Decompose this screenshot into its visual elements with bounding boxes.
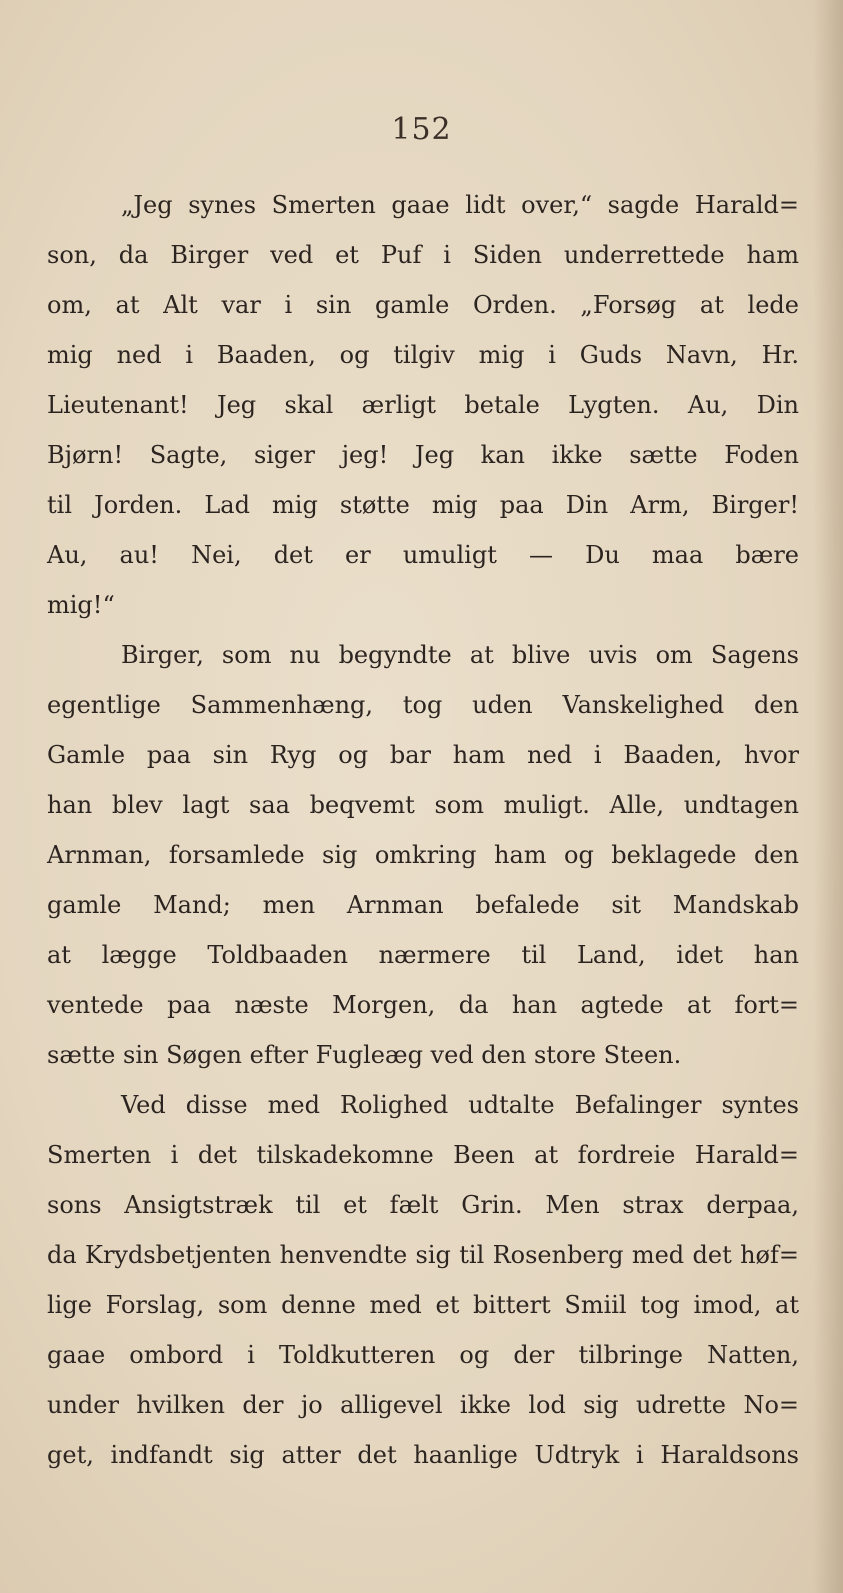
text-line: Smerten i det tilskadekomne Been at fordreie Harald= <box>47 1141 799 1169</box>
text-line: mig ned i Baaden, og tilgiv mig i Guds Navn, Hr. <box>47 341 799 369</box>
page-edge-shadow <box>813 0 843 1593</box>
text-line: egentlige Sammenhæng, tog uden Vanskelighed den <box>47 691 799 719</box>
text-line: sons Ansigtstræk til et fælt Grin. Men strax derpaa, <box>47 1191 799 1219</box>
text-line: han blev lagt saa beqvemt som muligt. Alle, undtagen <box>47 791 799 819</box>
text-line: at lægge Toldbaaden nærmere til Land, idet han <box>47 941 799 969</box>
text-line: om, at Alt var i sin gamle Orden. „Forsøg at lede <box>47 291 799 319</box>
text-line: gaae ombord i Toldkutteren og der tilbringe Natten, <box>47 1341 799 1369</box>
text-line: Ved disse med Rolighed udtalte Befalinger syntes <box>121 1091 799 1119</box>
text-line: lige Forslag, som denne med et bittert Smiil tog imod, at <box>47 1291 799 1319</box>
text-line: ventede paa næste Morgen, da han agtede at fort= <box>47 991 799 1019</box>
text-line: da Krydsbetjenten henvendte sig til Rosenberg med det høf= <box>47 1241 799 1269</box>
text-line: under hvilken der jo alligevel ikke lod sig udrette No= <box>47 1391 799 1419</box>
text-line: Birger, som nu begyndte at blive uvis om Sagens <box>121 641 799 669</box>
body-text <box>47 180 799 1480</box>
text-line: Lieutenant! Jeg skal ærligt betale Lygten. Au, Din <box>47 391 799 419</box>
text-line: Au, au! Nei, det er umuligt — Du maa bære <box>47 541 799 569</box>
page-number: 152 <box>391 112 452 147</box>
text-line: „Jeg synes Smerten gaae lidt over,“ sagde Harald= <box>121 191 799 219</box>
text-line: Gamle paa sin Ryg og bar ham ned i Baaden, hvor <box>47 741 799 769</box>
text-line: mig!“ <box>47 591 115 619</box>
text-line: til Jorden. Lad mig støtte mig paa Din Arm, Birger! <box>47 491 799 519</box>
text-line: gamle Mand; men Arnman befalede sit Mandskab <box>47 891 799 919</box>
text-line: son, da Birger ved et Puf i Siden underrettede ham <box>47 241 799 269</box>
text-line: get, indfandt sig atter det haanlige Udtryk i Haraldsons <box>47 1441 799 1469</box>
text-line: Arnman, forsamlede sig omkring ham og beklagede den <box>47 841 799 869</box>
text-line: sætte sin Søgen efter Fugleæg ved den store Steen. <box>47 1041 682 1069</box>
text-line: Bjørn! Sagte, siger jeg! Jeg kan ikke sætte Foden <box>47 441 799 469</box>
